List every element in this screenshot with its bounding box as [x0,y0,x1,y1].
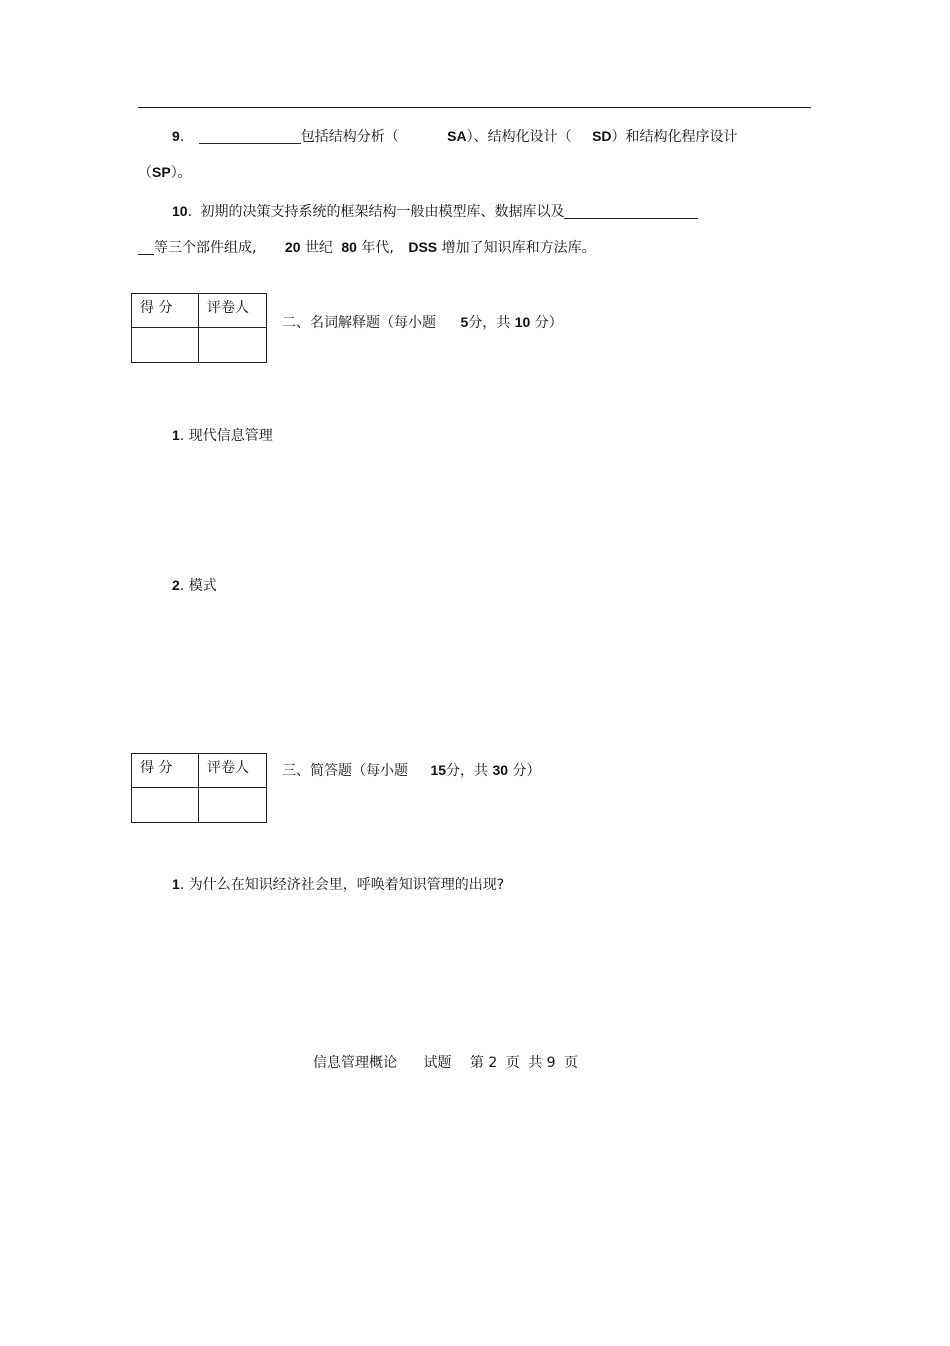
section-3-heading: 三、简答题（每小题 15分，共 30 分） [282,762,541,779]
grader-cell[interactable] [199,328,267,363]
question-10-line2: 等三个部件组成, 20 世纪 80 年代, DSS 增加了知识库和方法库。 [138,240,596,255]
answer-blank[interactable] [564,204,698,219]
question-9-line1: 9. 包括结构分析（ SA）、结构化设计（ SD）和结构化程序设计 [172,128,738,145]
abbr-sp: SP [152,164,171,180]
abbr-sd: SD [592,128,612,144]
section-2-item-1: 1. 现代信息管理 [172,427,273,444]
score-cell[interactable] [132,328,199,363]
answer-blank[interactable] [199,129,301,144]
score-box [131,293,267,363]
section-3-item-1: 1. 为什么在知识经济社会里，呼唤着知识管理的出现? [172,876,505,893]
score-label: 得 分 [132,754,199,788]
question-9-line2: （SP）。 [138,164,192,181]
score-label: 得 分 [132,294,199,328]
score-box [131,753,267,823]
page-footer: 信息管理概论 试题 第 2 页 共 9 页 [313,1055,579,1071]
grader-label: 评卷人 [199,294,267,328]
header-rule [138,107,811,108]
question-number: 9 [172,128,180,144]
total-pages: 9 [546,1055,556,1071]
abbr-sa: SA [447,128,467,144]
question-10-line1: 10. 初期的决策支持系统的框架结构一般由模型库、数据库以及 [172,204,698,219]
section-2-item-2: 2. 模式 [172,577,217,594]
question-number: 10 [172,203,188,219]
score-cell[interactable] [132,788,199,823]
course-name: 信息管理概论 [313,1055,397,1071]
answer-blank-continued[interactable] [138,240,154,255]
page-number: 2 [488,1055,498,1071]
grader-cell[interactable] [199,788,267,823]
section-2-heading: 二、名词解释题（每小题 5分，共 10 分） [282,314,563,331]
grader-label: 评卷人 [199,754,267,788]
